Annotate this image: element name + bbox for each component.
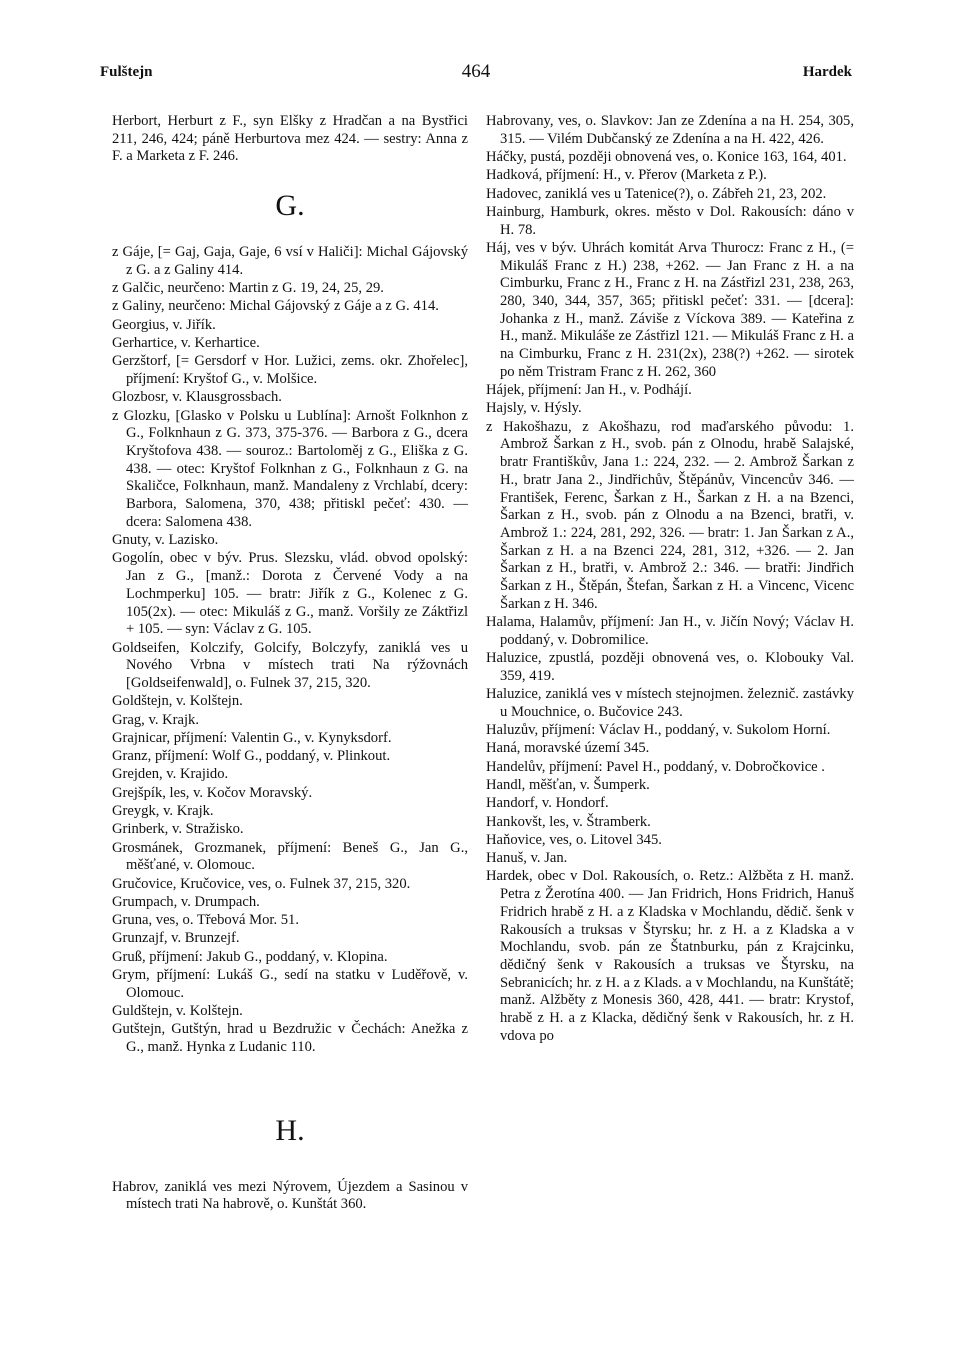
index-entry: Haňovice, ves, o. Litovel 345. bbox=[486, 831, 662, 848]
index-entry: Hankovšt, les, v. Štramberk. bbox=[486, 813, 651, 830]
index-entry: z Galiny, neurčeno: Michal Gájovský z Gáje a z G. 414. bbox=[112, 298, 439, 315]
index-entry: Haluzice, zpustlá, později obnovená ves, o. Klobouky Val. 359, 419. bbox=[486, 650, 854, 684]
index-entry: Gutštejn, Gutštýn, hrad u Bezdružic v Čechách: Anežka z G., manž. Hynka z Ludanic 110. bbox=[112, 1021, 468, 1056]
index-entry: Grejden, v. Krajido. bbox=[112, 766, 229, 783]
index-entry: Handl, měšťan, v. Šumperk. bbox=[486, 776, 650, 793]
index-entry: Háj, ves v býv. Uhrách komitát Arva Thurocz: Franc z H., (= Mikuláš Franc z H.) 238, +262. — Jan Franc z H. a na Cimburku, Franc z H., Franc z H. na Zástřizl 231, 238, 263, 280, 340, 344, 357, 365; přitiskl pečeť: 331. — [dcera]: Johanka z H., manž. Záviše z Víckova 389. — Kateřina z H., manž. Mikuláše ze Zástřizl 121. — Mikuláš Franc z H. a na Cimburku, Franc z H. 231(2x), 238(?) +262. — sirotek po něm Tristram Franc z H. 262, 360 bbox=[486, 239, 854, 380]
index-entry: Gerhartice, v. Kerhartice. bbox=[112, 335, 260, 351]
index-entry: Gnuty, v. Lazisko. bbox=[112, 532, 219, 549]
index-entry: Hadovec, zaniklá ves u Tatenice(?), o. Zábřeh 21, 23, 202. bbox=[486, 185, 827, 202]
index-entry: Grumpach, v. Drumpach. bbox=[112, 893, 260, 910]
index-entry: Habrov, zaniklá ves mezi Nýrovem, Újezdem a Sasinou v místech trati Na habrově, o. Kunštát 360. bbox=[112, 1178, 468, 1213]
left-column bbox=[112, 113, 468, 1215]
index-entry: Handelův, příjmení: Pavel H., poddaný, v. Dobročkovice . bbox=[486, 758, 825, 775]
index-entry: Hajsly, v. Hýsly. bbox=[486, 400, 582, 417]
index-entry: Grajnicar, příjmení: Valentin G., v. Kynyksdorf. bbox=[112, 729, 392, 746]
right-column bbox=[486, 113, 854, 1046]
index-entry: Handorf, v. Hondorf. bbox=[486, 795, 609, 812]
index-entry: Guldštejn, v. Kolštejn. bbox=[112, 1003, 243, 1020]
page-header bbox=[100, 61, 852, 88]
index-entry: Herbort, Herburt z F., syn Elšky z Hradčan a na Bystřici 211, 246, 424; páně Herburtova mez 424. — sestry: Anna z F. a Marketa z F. 246. bbox=[112, 113, 468, 165]
index-entry: Grinberk, v. Stražisko. bbox=[112, 821, 244, 838]
index-entry: Gručovice, Kručovice, ves, o. Fulnek 37, 215, 320. bbox=[112, 875, 411, 892]
index-entry: Hájek, příjmení: Jan H., v. Podhájí. bbox=[486, 382, 692, 399]
index-entry: Goldštejn, v. Kolštejn. bbox=[112, 693, 243, 710]
index-entry: Hainburg, Hamburk, okres. město v Dol. Rakousích: dáno v H. 78. bbox=[486, 203, 854, 238]
index-entry: Goldseifen, Kolczify, Golcify, Bolczyfy, zaniklá ves u Nového Vrbna v místech trati Na rýžovnách [Goldseifenwald], o. Fulnek 37, 215, 320. bbox=[112, 639, 468, 691]
index-entry: z Hakošhazu, z Akošhazu, rod maďarského původu: 1. Ambrož Šarkan z H., svob. pán z Olnodu, hrabě Salajské, bratr Františkův, Jana 1.: 224, 232. — 2. Ambrož Šarkan z H., bratr Jana 2., Jindřichův, Štěpánův, Vincencův 346. — František, Ferenc, Šarkan z H., Šarkan z H. a na Bzenci, Šarkan z H., svob. pán z Olnodu a na Bzenci, bratři, v. Ambrož 1.: 224, 281, 292, 326. — bratr: 1. Jan Šarkan z A., Šarkan z H. a na Bzenci 224, 281, 312, +326. — 2. Jan Šarkan z H., bratři, v. Ambrož 2.: 346. — bratři: Jindřich Šarkan z H., Štěpán, Štefan, Šarkan z H. a Vincenc, Vicenc Šarkan z H. 346. bbox=[486, 418, 854, 612]
index-entry: Gruß, příjmení: Jakub G., poddaný, v. Klopina. bbox=[112, 948, 388, 965]
index-entry: Haluzice, zaniklá ves v místech stejnojmen. železnič. zastávky u Mouchnice, o. Bučovice 243. bbox=[486, 686, 854, 720]
index-entry: Glozbosr, v. Klausgrossbach. bbox=[112, 389, 282, 406]
index-entry: Granz, příjmení: Wolf G., poddaný, v. Plinkout. bbox=[112, 748, 391, 765]
index-entry: z Glozku, [Glasko v Polsku u Lublína]: Arnošt Folknhon z G., Folknhaun z G. 373, 375-376. — Barbora z G., dcera Kryštofova 438. — souroz.: Bartoloměj z G., Eliška z G. 438. — otec: Kryštof Folknhan z G., Folknhaun z G. na Skaličce, Folknhaun, manž. Mandaleny z Vrchlabí, dcery: Barbora, Salomena, 370, 438; přitiskl pečeť: 430. — dcera: Salomena 438. bbox=[112, 407, 468, 530]
index-entry: Greygk, v. Krajk. bbox=[112, 803, 214, 819]
index-entry: z Galčic, neurčeno: Martin z G. 19, 24, 25, 29. bbox=[112, 280, 384, 297]
index-entry: Grym, příjmení: Lukáš G., sedí na statku v Luděřově, v. Olomouc. bbox=[112, 967, 468, 1001]
index-entry: Hanuš, v. Jan. bbox=[486, 850, 568, 867]
index-entry: z Gáje, [= Gaj, Gaja, Gaje, 6 vsí v Haliči]: Michal Gájovský z G. a z Galiny 414. bbox=[112, 244, 468, 278]
index-entry: Gruna, ves, o. Třebová Mor. 51. bbox=[112, 912, 299, 929]
page-number: 464 bbox=[461, 61, 491, 82]
running-head-left: Fulštejn bbox=[100, 64, 153, 80]
section-letter: G. bbox=[275, 189, 305, 223]
index-entry: Gerzštorf, [= Gersdorf v Hor. Lužici, zems. okr. Zhořelec], příjmení: Kryštof G., v. Molšice. bbox=[112, 353, 468, 387]
index-entry: Grag, v. Krajk. bbox=[112, 711, 199, 728]
index-entry: Haná, moravské území 345. bbox=[486, 740, 650, 757]
index-entry: Grosmánek, Grozmanek, příjmení: Beneš G., Jan G., měšťané, v. Olomouc. bbox=[112, 839, 468, 874]
index-entry: Halama, Halamův, příjmení: Jan H., v. Jičín Nový; Václav H. poddaný, v. Dobromilice. bbox=[486, 614, 854, 648]
running-head-right: Hardek bbox=[802, 64, 852, 80]
index-entry: Grunzajf, v. Brunzejf. bbox=[112, 930, 240, 947]
section-letter: H. bbox=[275, 1113, 305, 1147]
index-entry: Grejšpík, les, v. Kočov Moravský. bbox=[112, 784, 313, 801]
index-entry: Hardek, obec v Dol. Rakousích, o. Retz.: Alžběta z H. manž. Petra z Žerotína 400. — Jan Fridrich, Hons Fridrich, Hanuš Fridrich hrabě z H. a z Kladska v Mochlandu, dědič. šenk v Rakousích a truksas v Štyrsku; hr. z H. a z Kladska a v Mochlandu, svob. pán ze Štatnburku, pán z Krajcinku, dědičný šenk v Rakousích a truksas ve Štyrsku, na Sebranicích; hr. z H. a z Klads. a v Mochlandu, na Kunštátě; manž. Alžběty z Monesis 360, 428, 441. — bratr: Krystof, hrabě z H. a z Klacka, dědičný šenk v Rakousích, hr. z H. vdova po bbox=[486, 868, 854, 1044]
index-entry: Georgius, v. Jiřík. bbox=[112, 316, 216, 333]
index-entry: Haluzův, příjmení: Václav H., poddaný, v. Sukolom Horní. bbox=[486, 722, 831, 739]
index-entry: Habrovany, ves, o. Slavkov: Jan ze Zdenína a na H. 254, 305, 315. — Vilém Dubčanský ze Zdenína a na H. 422, 426. bbox=[486, 113, 854, 147]
index-entry: Hadková, příjmení: H., v. Přerov (Marketa z P.). bbox=[486, 167, 767, 184]
index-entry: Háčky, pustá, později obnovená ves, o. Konice 163, 164, 401. bbox=[486, 149, 847, 165]
index-entry: Gogolín, obec v býv. Prus. Slezsku, vlád. obvod opolský: Jan z G., [manž.: Dorota z Červené Vody a na Lochmperku] 105. — bratr: Jiřík z G., Kolenec z G. 105(2x). — otec: Mikuláš z G., manž. Voršily ze Záktřizl + 105. — syn: Václav z G. 105. bbox=[112, 550, 468, 638]
